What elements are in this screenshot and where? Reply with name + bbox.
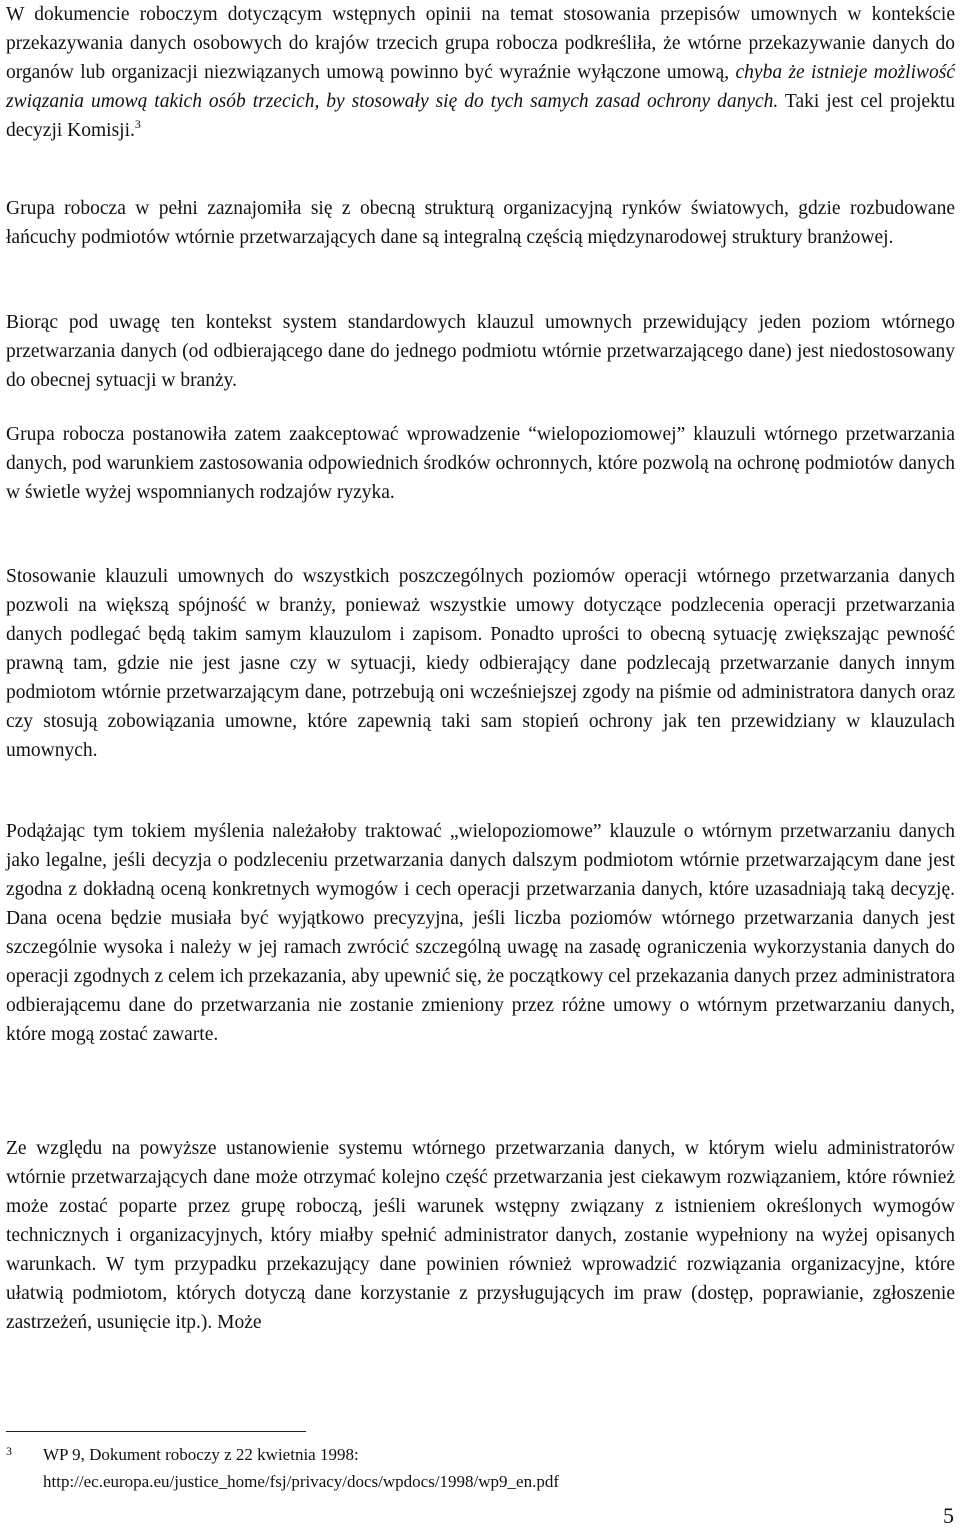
- footnote-divider: [6, 1431, 306, 1432]
- paragraph-7: Ze względu na powyższe ustanowienie systemu wtórnego przetwarzania danych, w którym wielu administratorów wtórnie przetwarzających dane może otrzymać kolejno część przetwarzania jest ciekawym rozwiązaniem, które również może zostać poparte przez grupę roboczą, jeśli warunek wstępny związany z istnieniem określonych wymogów technicznych i organizacyjnych, który miałby spełnić administrator danych, zostanie wypełniony na wyżej opisanych warunkach. W tym przypadku przekazujący dane powinien również wprowadzić rozwiązania organizacyjne, które ułatwią podmiotom, których dotyczą dane korzystanie z przysługujących im praw (dostęp, poprawianie, zgłoszenie zastrzeżeń, usunięcie itp.). Może: [6, 1138, 955, 1333]
- footnote-number: 3: [6, 1444, 12, 1458]
- paragraph-1-text-end: Taki jest cel projektu decyzji Komisji.: [6, 91, 956, 141]
- paragraph-1: [6, 0, 955, 145]
- footnote-reference[interactable]: 3: [134, 117, 141, 131]
- paragraph-1-italic-text: chyba że istnieje możliwość związania umową takich osób trzecich, by stosowały się do tych samych zasad ochrony danych.: [6, 62, 955, 112]
- footnote-body: [43, 1441, 903, 1495]
- footnote-citation: WP 9, Dokument roboczy z 22 kwietnia 1998:: [43, 1445, 359, 1464]
- page-number: 5: [943, 1503, 954, 1528]
- footnote-url-link[interactable]: http://ec.europa.eu/justice_home/fsj/privacy/docs/wpdocs/1998/wp9_en.pdf: [43, 1472, 560, 1491]
- paragraph-2: Grupa robocza w pełni zaznajomiła się z obecną strukturą organizacyjną rynków światowych, gdzie rozbudowane łańcuchy podmiotów wtórnie przetwarzających dane są integralną częścią międzynarodowej struktury branżowej.: [6, 198, 955, 248]
- paragraph-3: Biorąc pod uwagę ten kontekst system standardowych klauzul umownych przewidujący jeden poziom wtórnego przetwarzania danych (od odbierającego dane do jednego podmiotu wtórnie przetwarzającego dane) jest niedostosowany do obecnej sytuacji w branży.: [6, 312, 955, 391]
- paragraph-1-text: W dokumencie roboczym dotyczącym wstępnych opinii na temat stosowania przepisów umownych w kontekście przekazywania danych osobowych do krajów trzecich grupa robocza podkreśliła, że wtórne przekazywanie danych do organów lub organizacji niezwiązanych umową powinno być wyraźnie wyłączone umową,: [6, 4, 955, 83]
- paragraph-4: Grupa robocza postanowiła zatem zaakceptować wprowadzenie “wielopoziomowej” klauzuli wtórnego przetwarzania danych, pod warunkiem zastosowania odpowiednich środków ochronnych, które pozwolą na ochronę podmiotów danych w świetle wyżej wspomnianych rodzajów ryzyka.: [6, 424, 955, 503]
- paragraph-6: Podążając tym tokiem myślenia należałoby traktować „wielopoziomowe” klauzule o wtórnym przetwarzaniu danych jako legalne, jeśli decyzja o podzleceniu przetwarzania danych dalszym podmiotom wtórnie przetwarzającym dane jest zgodna z dokładną oceną konkretnych wymogów i cech operacji przetwarzania danych, które uzasadniają taką decyzję. Dana ocena będzie musiała być wyjątkowo precyzyjna, jeśli liczba poziomów wtórnego przetwarzania danych jest szczególnie wysoka i należy w jej ramach zwrócić szczególną uwagę na zasadę ograniczenia wykorzystania danych do operacji zgodnych z celem ich przekazania, aby upewnić się, że początkowy cel przekazania danych przez administratora odbierającemu dane do przetwarzania nie zostanie zmieniony przez różne umowy o wtórnym przetwarzaniu danych, które mogą zostać zawarte.: [6, 821, 955, 1045]
- paragraph-5: Stosowanie klauzuli umownych do wszystkich poszczególnych poziomów operacji wtórnego przetwarzania danych pozwoli na większą spójność w branży, ponieważ wszystkie umowy dotyczące podzlecenia operacji przetwarzania danych podlegać będą takim samym klauzulom i zapisom. Ponadto uprości to obecną sytuację zwiększając pewność prawną tam, gdzie nie jest jasne czy w sytuacji, kiedy odbierający dane podzlecają przetwarzanie danych innym podmiotom wtórnie przetwarzającym dane, potrzebują oni wcześniejszej zgody na piśmie od administratora danych oraz czy stosują zobowiązania umowne, które zapewnią taki sam stopień ochrony jak ten przewidziany w klauzulach umownych.: [6, 566, 955, 761]
